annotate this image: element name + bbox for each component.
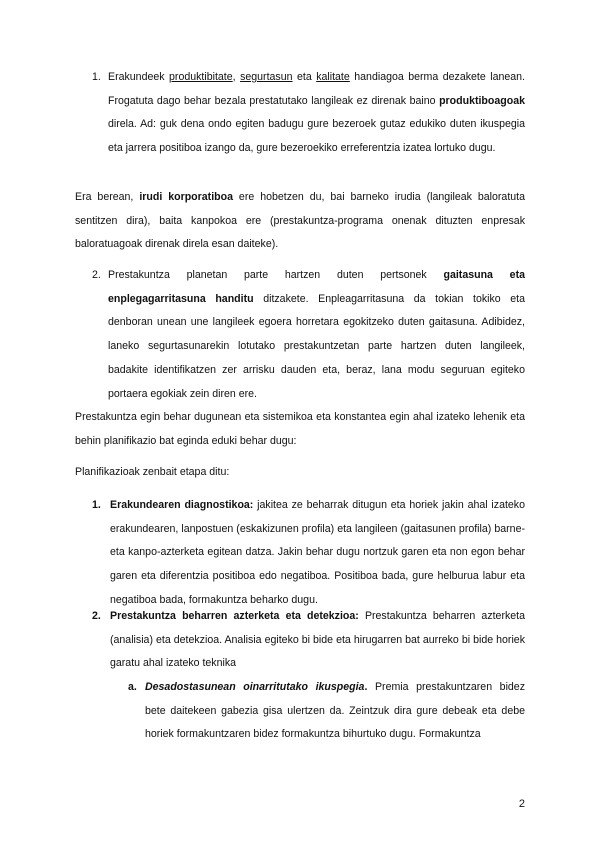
underlined-term: produktibitate	[169, 71, 233, 83]
paragraph-stages-intro: Planifikazioak zenbait etapa ditu:	[75, 466, 230, 478]
bold-term: irudi korporatiboa	[139, 191, 233, 203]
stage-number: 2.	[92, 610, 101, 622]
paragraph-corporate-image: Era berean, irudi korporatiboa ere hobetzen du, bai barneko irudia (langileak baloratuta sentitzen dira), baita kanpokoa ere (prestakuntza-programa onenak dituzten enpresak baloratuagoak direnak direla esan daiteke).	[75, 191, 525, 251]
sub-item-title: Desadostasunean oinarritutako ikuspegia	[145, 681, 365, 693]
stage-needs-analysis: Prestakuntza beharren azterketa eta detekzioa: Prestakuntza beharren azterketa (analisia) eta detekzioa. Analisia egiteko bi bide eta hirugarren bat aurreko bi bide horiek garatu ahal izateko teknika	[110, 610, 526, 670]
list-item-productivity: Erakundeek produktibitate, segurtasun eta kalitate handiagoa berma dezakete lanean. Frogatuta dago behar bezala prestatutako langileak ez direnak baino produktiboagoak direla. Ad: guk dena ondo egiten badugu gure bezeroek gutaz edukiko duten ikuspegia eta jarrera positiboa izango da, gure bezeroekiko erreferentzia izatea lortuko dugu.	[108, 71, 525, 155]
stage-title: Prestakuntza beharren azterketa eta detekzioa:	[110, 610, 359, 622]
stage-number: 1.	[92, 499, 101, 511]
underlined-term: kalitate	[316, 71, 350, 83]
bold-term: produktiboagoak	[439, 94, 525, 107]
paragraph-planning: Prestakuntza egin behar dugunean eta sistemikoa eta konstantea egin ahal izateko lehenik eta behin planifikazio bat eginda eduki behar dugu:	[75, 411, 525, 447]
stage-diagnosis: Erakundearen diagnostikoa: jakitea ze beharrak ditugun eta horiek jakin ahal izateko erakundearen, lanpostuen (eskakizunen profila) eta langileen (gaitasunen profila) barne- eta kanpo-azterketa egitean datza. Jakin behar dugu nortzuk garen eta non egon behar garen eta diferentzia positiboa edo negatiboa. Positiboa bada, gure helburua labur eta negatiboa bada, formakuntza beharko dugu.	[110, 499, 525, 606]
page-number: 2	[518, 798, 525, 810]
sub-item-letter: a.	[128, 681, 137, 693]
sub-item-discrepancy-approach: Desadostasunean oinarritutako ikuspegia. Premia prestakuntzaren bidez bete daitekeen gabezia gisa ulertzen da. Zeintzuk dira gure debeak eta debe horiek formakuntzaren bidez formakuntza bihurtuko dugu. Formakuntza	[145, 681, 525, 741]
list-number: 1.	[92, 71, 101, 83]
list-number: 2.	[92, 269, 101, 281]
bold-term: gaitasuna eta enplegagarritasuna handitu	[108, 269, 525, 305]
stage-title: Erakundearen diagnostikoa:	[110, 499, 254, 511]
underlined-term: segurtasun	[240, 71, 293, 83]
list-item-employability: Prestakuntza planetan parte hartzen duten pertsonek gaitasuna eta enplegagarritasuna handitu ditzakete. Enpleagarritasuna da tokian tokiko eta denboran unean une langileek egoera horretara egokitzeko duten gaitasuna. Adibidez, laneko segurtasunarekin lotutako prestakuntzetan parte hartzen duten langileek, badakite identifikatzen zer arrisku dauden eta, beraz, lana modu seguruan egiteko portaera egokiak zein diren ere.	[108, 269, 526, 400]
